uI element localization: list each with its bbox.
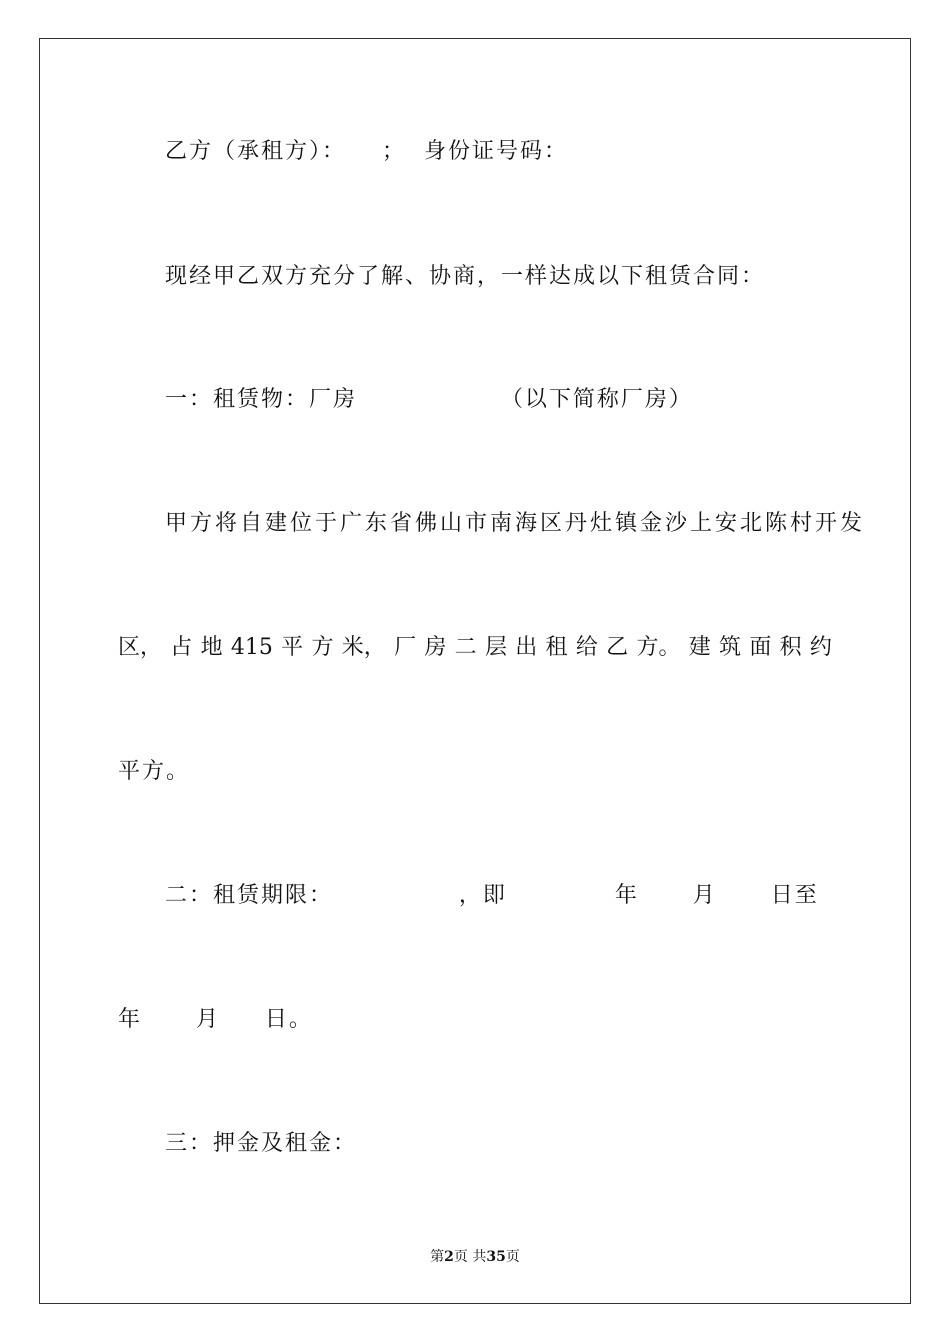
clause-1-body-line-2-segment: 占 <box>170 635 193 660</box>
clause-1-body-line-2-segment: 415 <box>230 635 273 660</box>
footer-total-pages: 35 <box>486 1249 506 1265</box>
clause-1-body-line-2-segment: 地 <box>200 635 223 660</box>
clause-1-body-line-2-segment: 出 <box>515 635 538 660</box>
clause-2-line-2: 年 月 日。 <box>118 1007 313 1032</box>
clause-1-body-line-2-segment: 面 <box>749 635 772 660</box>
clause-1-body-line-2-segment: 房 <box>424 635 447 660</box>
clause-1-body-line-2-segment: 建 <box>688 635 711 660</box>
tenant-line: 乙方（承租方）： ； 身份证号码： <box>165 139 568 164</box>
clause-1-body-line-2-segment: 积 <box>779 635 802 660</box>
clause-1-body-line-2-segment: 给 <box>575 635 598 660</box>
clause-1-body-line-2-segment: 方。 <box>636 635 681 660</box>
clause-1-body-line-2-segment: 区， <box>118 635 163 660</box>
clause-1-body-line-2 <box>118 633 832 663</box>
clause-1-body-line-1: 甲方将自建位于广东省佛山市南海区丹灶镇金沙上安北陈村开发 <box>165 511 866 536</box>
agreement-intro-line: 现经甲乙双方充分了解、协商，一样达成以下租赁合同： <box>165 264 766 289</box>
clause-1-title: 一：租赁物：厂房 （以下简称厂房） <box>165 387 693 412</box>
clause-1-body-line-2-segment: 平 <box>281 635 304 660</box>
clause-1-body-line-2-segment: 方 <box>311 635 334 660</box>
clause-1-body-line-2-segment: 租 <box>545 635 568 660</box>
clause-1-body-line-2-segment: 米， <box>341 635 386 660</box>
clause-1-body-line-2-segment: 厂 <box>394 635 417 660</box>
footer-middle: 页 共 <box>453 1249 487 1265</box>
footer-page-number: 2 <box>444 1249 454 1265</box>
clause-3-title: 三：押金及租金： <box>165 1131 358 1156</box>
footer-suffix: 页 <box>505 1249 520 1265</box>
clause-1-body-line-2-segment: 乙 <box>606 635 629 660</box>
clause-1-body-line-3: 平方。 <box>118 759 191 784</box>
page-footer <box>0 1247 950 1267</box>
page-frame <box>39 38 911 1304</box>
clause-1-body-line-2-segment: 层 <box>484 635 507 660</box>
footer-prefix: 第 <box>430 1249 445 1265</box>
clause-1-body-line-2-segment: 筑 <box>719 635 742 660</box>
clause-1-body-line-2-segment: 约 <box>809 635 832 660</box>
clause-1-body-line-2-segment: 二 <box>454 635 477 660</box>
clause-2-line-1: 二：租赁期限： ，即 年 月 日至 <box>165 883 819 908</box>
